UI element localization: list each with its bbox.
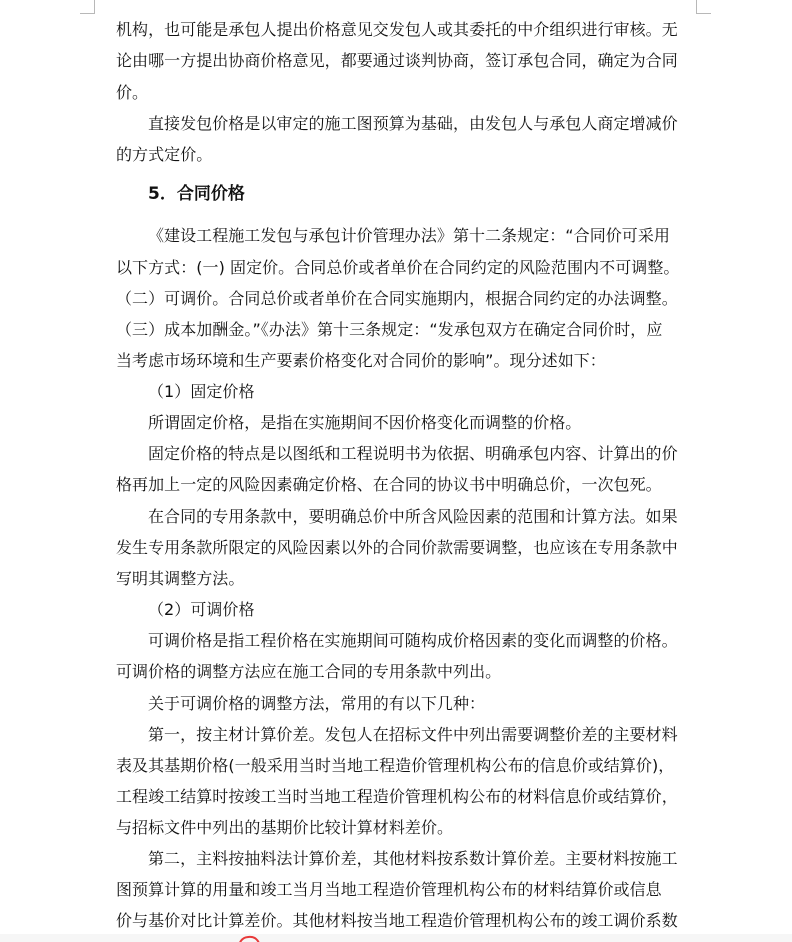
paragraph-line: 《建设工程施工发包与承包计价管理办法》第十二条规定：“合同价可采用 [148, 226, 670, 245]
paragraph-line: 当考虑市场环境和生产要素价格变化对合同价的影响”。现分述如下： [116, 351, 606, 370]
paragraph-line: （二）可调价。合同总价或者单价在合同实施期内，根据合同约定的办法调整。 [116, 289, 678, 308]
paragraph-line: 以下方式：(一) 固定价。合同总价或者单价在合同约定的风险范围内不可调整。 [116, 258, 680, 277]
crop-mark-top-left-vertical [94, 0, 95, 14]
bottom-page-strip [0, 934, 792, 942]
paragraph-line: 可调价格的调整方法应在施工合同的专用条款中列出。 [116, 662, 502, 681]
paragraph-line: 工程竣工结算时按竣工当时当地工程造价管理机构公布的材料信息价或结算价， [116, 787, 678, 806]
paragraph-line: 固定价格的特点是以图纸和工程说明书为依据、明确承包内容、计算出的价 [148, 444, 678, 463]
section-heading: 5．合同价格 [148, 184, 245, 204]
paragraph-line: 格再加上一定的风险因素确定价格、在合同的协议书中明确总价，一次包死。 [116, 475, 662, 494]
paragraph-line: 价。 [116, 83, 149, 102]
subheading-line: （2）可调价格 [148, 600, 255, 619]
paragraph-line: 论由哪一方提出协商价格意见，都要通过谈判协商，签订承包合同，确定为合同 [116, 51, 678, 70]
paragraph-line: 机构，也可能是承包人提出价格意见交发包人或其委托的中介组织进行审核。无 [116, 20, 678, 39]
paragraph-line: 发生专用条款所限定的风险因素以外的合同价款需要调整，也应该在专用条款中 [116, 538, 678, 557]
paragraph-line: 价与基价对比计算差价。其他材料按当地工程造价管理机构公布的竣工调价系数 [116, 911, 678, 930]
paragraph-line: 写明其调整方法。 [116, 569, 245, 588]
paragraph-line: 表及其基期价格(一般采用当时当地工程造价管理机构公布的信息价或结算价)， [116, 756, 675, 775]
paragraph-line: 关于可调价格的调整方法，常用的有以下几种： [148, 694, 486, 713]
paragraph-line: 所谓固定价格，是指在实施期间不因价格变化而调整的价格。 [148, 413, 582, 432]
paragraph-line: （三）成本加酬金。”《办法》第十三条规定：“发承包双方在确定合同价时，应 [116, 320, 663, 339]
paragraph-line: 直接发包价格是以审定的施工图预算为基础，由发包人与承包人商定增减价 [148, 114, 678, 133]
subheading-line: （1）固定价格 [148, 382, 255, 401]
paragraph-line: 图预算计算的用量和竣工当月当地工程造价管理机构公布的材料结算价或信息 [116, 880, 662, 899]
paragraph-line: 在合同的专用条款中，要明确总价中所含风险因素的范围和计算方法。如果 [148, 507, 678, 526]
paragraph-line: 第一，按主材计算价差。发包人在招标文件中列出需要调整价差的主要材料 [148, 725, 678, 744]
crop-mark-top-right-vertical [696, 0, 697, 14]
crop-mark-top-left-horizontal [80, 13, 95, 14]
paragraph-line: 可调价格是指工程价格在实施期间可随构成价格因素的变化而调整的价格。 [148, 631, 678, 650]
paragraph-line: 与招标文件中列出的基期价比较计算材料差价。 [116, 818, 454, 837]
red-stamp-fragment [236, 934, 260, 942]
paragraph-line: 第二，主料按抽料法计算价差，其他材料按系数计算价差。主要材料按施工 [148, 849, 678, 868]
paragraph-line: 的方式定价。 [116, 145, 213, 164]
crop-mark-top-right-horizontal [696, 13, 711, 14]
